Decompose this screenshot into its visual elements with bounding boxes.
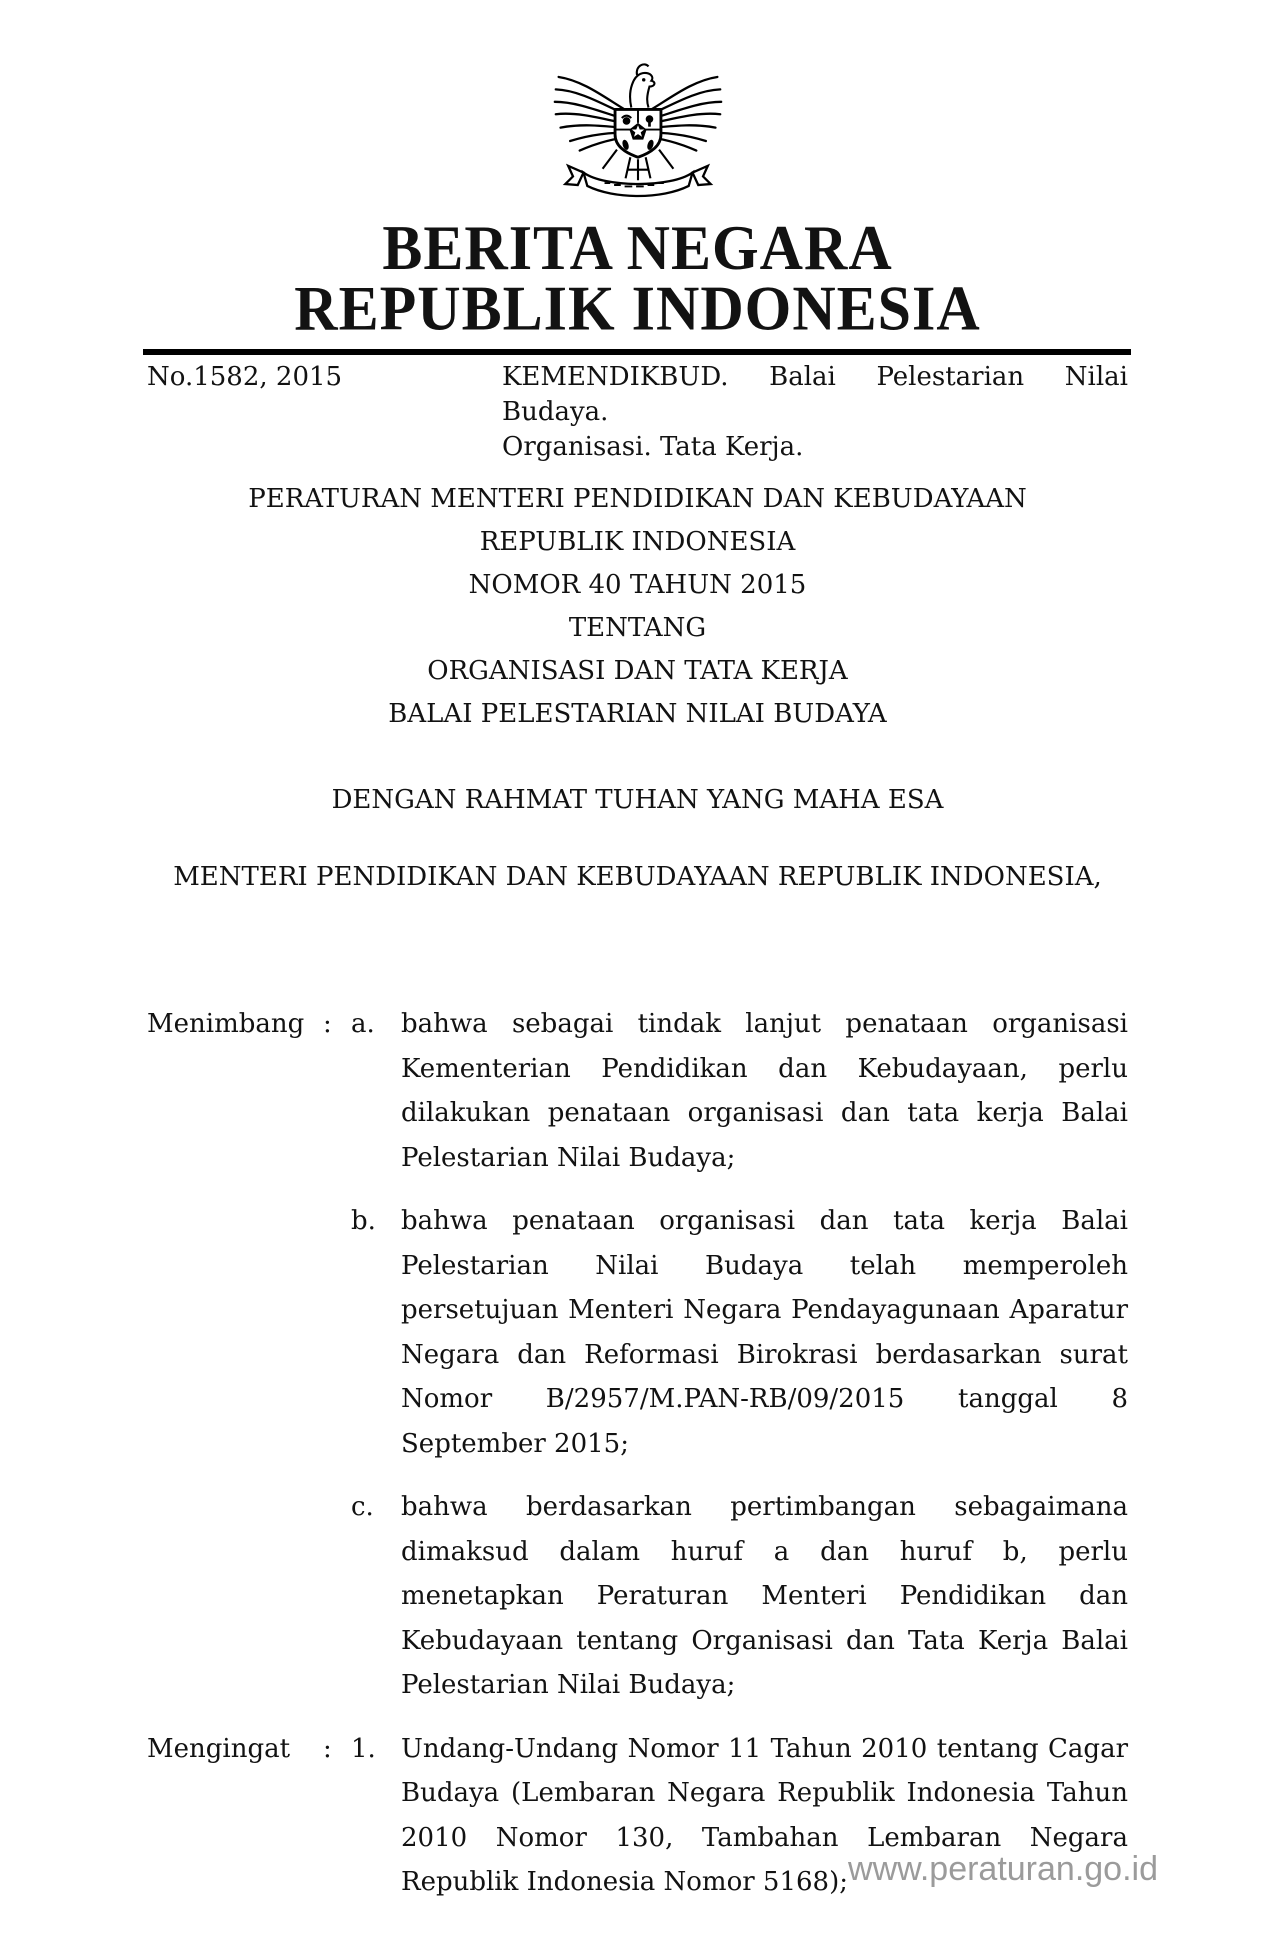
considering-item-a (147, 1002, 1128, 1180)
regulation-title-line: NOMOR 40 TAHUN 2015 (468, 570, 807, 600)
preambulatory-clauses (147, 1002, 1128, 1905)
masthead-row (147, 360, 1128, 465)
gazette-number: No.1582, 2015 (147, 362, 343, 392)
considering-item-c (147, 1485, 1128, 1708)
gazette-subject-line2: Organisasi. Tata Kerja. (502, 432, 804, 462)
gazette-title (0, 212, 1275, 344)
regulation-title-line: BALAI PELESTARIAN NILAI BUDAYA (388, 699, 887, 729)
gazette-title-line1: BERITA NEGARA (382, 212, 893, 283)
item-text: bahwa berdasarkan pertimbangan sebagaimana dimaksud dalam huruf a dan huruf b, perlu menetapkan Peraturan Menteri Pendidikan dan Kebudayaan tentang Organisasi dan Tata Kerja Balai Pelestarian Nilai Budaya; (401, 1492, 1128, 1700)
watermark-url: www.peraturan.go.id (848, 1850, 1158, 1888)
citing-label: Mengingat (147, 1733, 291, 1764)
regulation-title-line: TENTANG (568, 613, 707, 643)
gazette-title-line2: REPUBLIK INDONESIA (294, 273, 981, 344)
item-marker: 1. (351, 1733, 376, 1764)
regulation-title-line: REPUBLIK INDONESIA (479, 527, 796, 557)
regulation-title (0, 478, 1275, 736)
colon-separator: : (323, 1009, 332, 1039)
item-marker: c. (351, 1492, 374, 1522)
regulation-title-line: PERATURAN MENTERI PENDIDIKAN DAN KEBUDAYAAN (248, 484, 1027, 514)
considering-item-b (147, 1199, 1128, 1466)
regulation-title-line: ORGANISASI DAN TATA KERJA (427, 656, 848, 686)
item-text: Undang-Undang Nomor 11 Tahun 2010 tentang Cagar Budaya (Lembaran Negara Republik Indonesia Tahun 2010 Nomor 130, Tambahan Lembaran Negara Republik Indonesia Nomor 5168); (401, 1733, 1128, 1897)
invocation-line: DENGAN RAHMAT TUHAN YANG MAHA ESA (331, 785, 944, 815)
gazette-subject (502, 360, 1128, 465)
colon-separator: : (323, 1733, 332, 1764)
item-text: bahwa sebagai tindak lanjut penataan organisasi Kementerian Pendidikan dan Kebudayaan, perlu dilakukan penataan organisasi dan tata kerja Balai Pelestarian Nilai Budaya; (401, 1009, 1128, 1173)
item-marker: a. (351, 1009, 375, 1039)
masthead-divider-rule (143, 349, 1131, 355)
item-text: bahwa penataan organisasi dan tata kerja Balai Pelestarian Nilai Budaya telah memperoleh persetujuan Menteri Negara Pendayagunaan Aparatur Negara dan Reformasi Birokrasi berdasarkan surat Nomor B/2957/M.PAN-RB/09/2015 tanggal 8 September 2015; (401, 1206, 1128, 1459)
gazette-subject-line1: KEMENDIKBUD. Balai Pelestarian Nilai Budaya. (502, 362, 1128, 427)
authority-line: MENTERI PENDIDIKAN DAN KEBUDAYAAN REPUBLIK INDONESIA, (173, 862, 1102, 892)
considering-label: Menimbang (147, 1009, 305, 1039)
item-marker: b. (351, 1206, 376, 1236)
garuda-pancasila-emblem (547, 54, 729, 207)
